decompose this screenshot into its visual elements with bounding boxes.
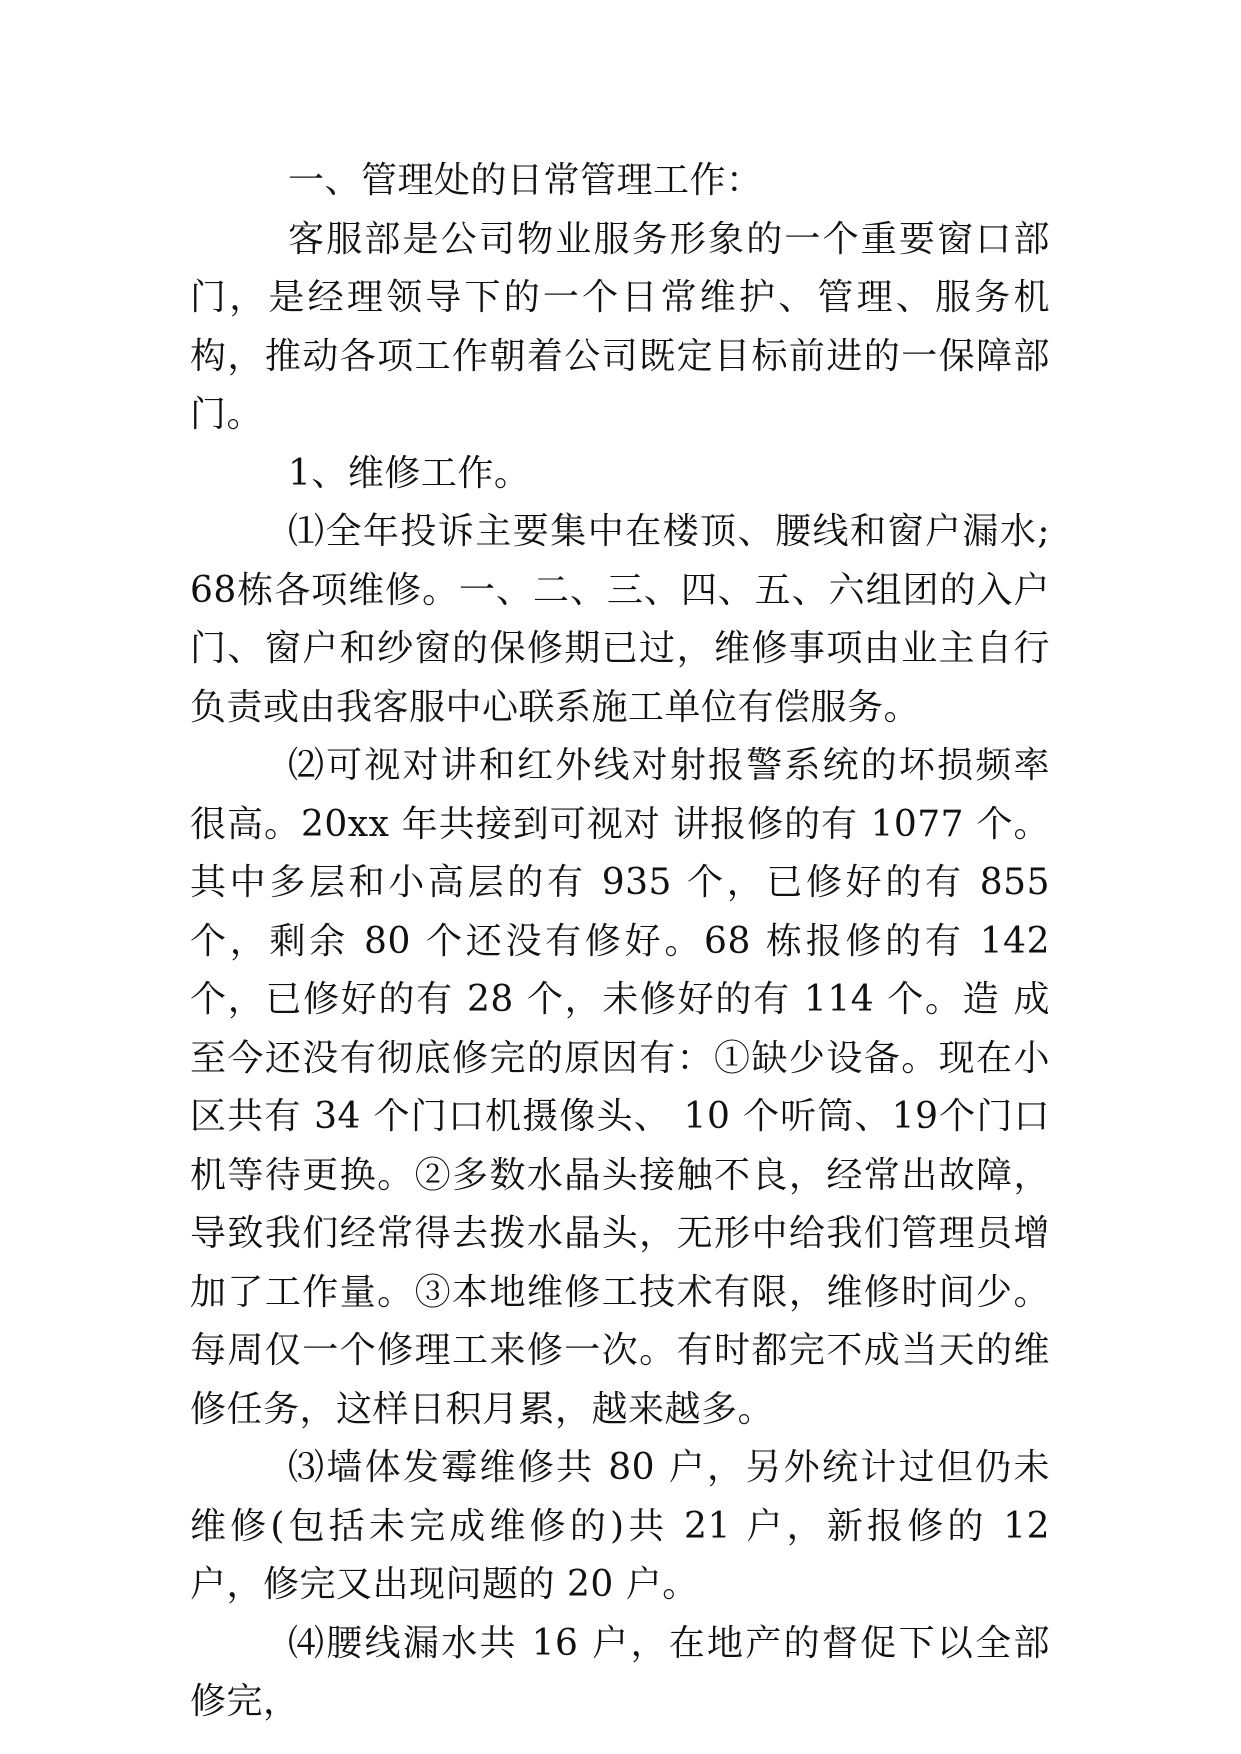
paragraph-item-1: ⑴全年投诉主要集中在楼顶、腰线和窗户漏水;68栋各项维修。一、二、三、四、五、六组团的入户门、窗户和纱窗的保修期已过，维修事项由业主自行负责或由我客服中心联系施工单位有偿服务。 (190, 511, 1050, 728)
document-page (190, 152, 1050, 1732)
subsection-heading: 1、维修工作。 (288, 452, 531, 494)
paragraph-item-3: ⑶墙体发霉维修共 80 户，另外统计过但仍未维修(包括未完成维修的)共 21 户，新报修的 12 户，修完又出现问题的 20 户。 (190, 1447, 1050, 1605)
section-heading: 一、管理处的日常管理工作： (288, 160, 763, 201)
paragraph-item-4: ⑷腰线漏水共 16 户，在地产的督促下以全部修完， (190, 1622, 1050, 1722)
paragraph-item-2: ⑵可视对讲和红外线对射报警系统的坏损频率很高。20xx 年共接到可视对 讲报修的有 1077 个。其中多层和小高层的有 935 个，已修好的有 855 个，剩余 80 个还没有修好。68 栋报修的有 142 个，已修好的有 28 个，未修好的有 114 个。造 成至今还没有彻底修完的原因有：①缺少设备。现在小区共有 34 个门口机摄像头、 10 个听筒、19个门口机等待更换。②多数水晶头接触不良，经常出故障，导致我们经常得去拨水晶头，无形中给我们管理员增加了工作量。③本地维修工技术有限，维修时间少。每周仅一个修理工来修一次。有时都完不成当天的维修任务，这样日积月累，越来越多。 (190, 745, 1050, 1430)
paragraph-intro: 客服部是公司物业服务形象的一个重要窗口部门，是经理领导下的一个日常维护、管理、服务机构，推动各项工作朝着公司既定目标前进的一保障部门。 (190, 218, 1050, 435)
